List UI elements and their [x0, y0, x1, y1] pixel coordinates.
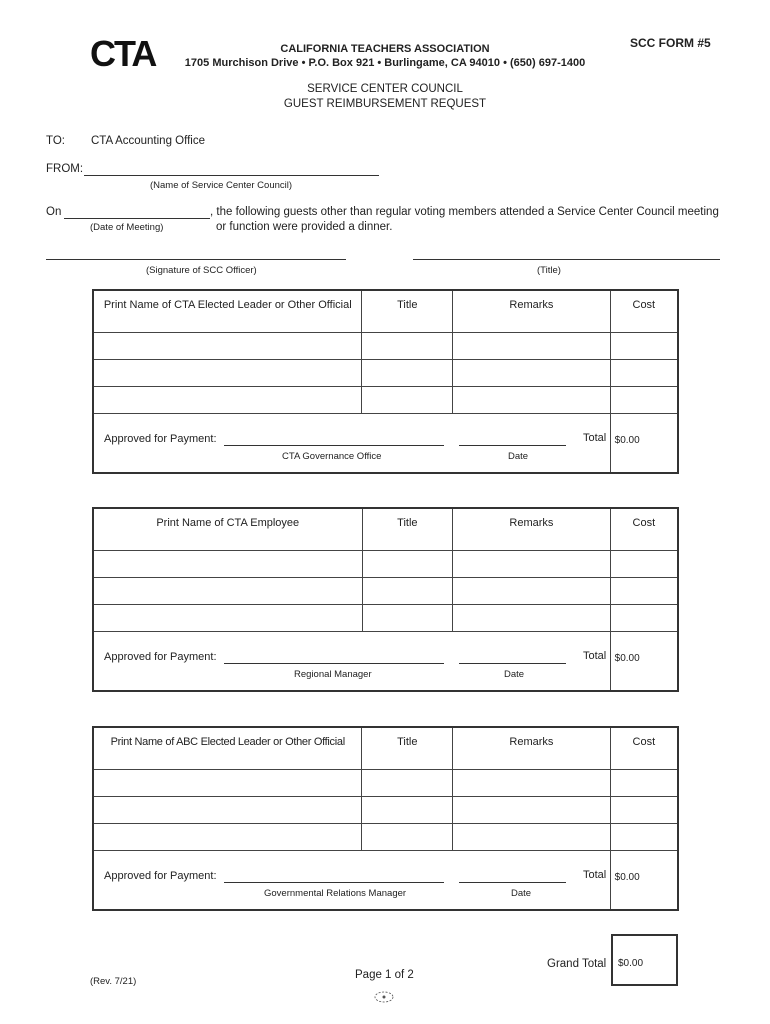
from-caption: (Name of Service Center Council) — [150, 180, 293, 191]
remarks-cell[interactable] — [453, 332, 610, 359]
from-field[interactable] — [84, 175, 379, 176]
org-name: CALIFORNIA TEACHERS ASSOCIATION — [280, 43, 490, 55]
name-cell[interactable] — [93, 332, 362, 359]
total-label: Total — [583, 868, 607, 881]
name-cell[interactable] — [93, 604, 362, 631]
col-remarks-header: Remarks — [453, 508, 610, 550]
org-header — [170, 42, 600, 70]
title-cell[interactable] — [362, 796, 453, 823]
total-label: Total — [583, 431, 607, 444]
cost-cell[interactable] — [610, 386, 678, 413]
approver-signature-field[interactable] — [224, 882, 444, 883]
name-cell[interactable] — [93, 359, 362, 386]
from-label: FROM: — [46, 163, 84, 175]
date-caption: (Date of Meeting) — [90, 222, 164, 233]
table-row — [93, 604, 678, 631]
col-title-header: Title — [362, 508, 453, 550]
table-row — [93, 332, 678, 359]
approval-date-field[interactable] — [459, 663, 566, 664]
table-row — [93, 823, 678, 850]
approval-cell — [93, 413, 610, 473]
table-row — [93, 386, 678, 413]
grand-total-value: $0.00 — [618, 958, 644, 969]
grand-total-label: Grand Total — [547, 958, 607, 970]
cost-cell[interactable] — [610, 332, 678, 359]
title-cell[interactable] — [362, 823, 453, 850]
col-name-header: Print Name of CTA Employee — [93, 508, 362, 550]
org-address: 1705 Murchison Drive • P.O. Box 921 • Burlingame, CA 94010 • (650) 697-1400 — [184, 57, 586, 69]
remarks-cell[interactable] — [453, 769, 611, 796]
approver-caption: Governmental Relations Manager — [264, 887, 407, 899]
cta-logo — [90, 36, 170, 69]
date-caption: Date — [511, 887, 532, 899]
col-remarks-header: Remarks — [453, 290, 610, 332]
total-label: Total — [583, 649, 607, 662]
form-title-line1: SERVICE CENTER COUNCIL — [307, 83, 463, 95]
total-value: $0.00 — [610, 631, 678, 691]
on-text-1: , the following guests other than regular voting members attended a Service Center Council meeting — [210, 206, 719, 218]
cost-cell[interactable] — [610, 796, 678, 823]
title-cell[interactable] — [362, 769, 453, 796]
grand-total-box — [611, 934, 678, 986]
approve-label: Approved for Payment: — [104, 869, 217, 882]
to-label: TO: — [46, 135, 65, 147]
signature-field[interactable] — [46, 259, 346, 260]
cost-cell[interactable] — [610, 769, 678, 796]
approval-cell — [93, 850, 610, 910]
table-row — [93, 359, 678, 386]
name-cell[interactable] — [93, 823, 362, 850]
col-title-header: Title — [362, 290, 453, 332]
name-cell[interactable] — [93, 796, 362, 823]
remarks-cell[interactable] — [453, 359, 610, 386]
col-cost-header: Cost — [610, 290, 678, 332]
approval-date-field[interactable] — [459, 882, 566, 883]
approver-caption: Regional Manager — [294, 668, 372, 680]
date-caption: Date — [508, 450, 529, 462]
name-cell[interactable] — [93, 386, 362, 413]
remarks-cell[interactable] — [453, 550, 610, 577]
remarks-cell[interactable] — [453, 796, 611, 823]
title-cell[interactable] — [362, 577, 453, 604]
revision-note: (Rev. 7/21) — [90, 976, 137, 987]
on-label: On — [46, 206, 62, 218]
officer-title-caption: (Title) — [537, 265, 561, 276]
remarks-cell[interactable] — [453, 386, 610, 413]
guest-table-1 — [92, 289, 679, 474]
total-value: $0.00 — [610, 413, 678, 473]
title-cell[interactable] — [362, 359, 453, 386]
page-number: Page 1 of 2 — [355, 969, 414, 981]
name-cell[interactable] — [93, 769, 362, 796]
approval-cell — [93, 631, 610, 691]
total-value: $0.00 — [610, 850, 678, 910]
union-bug-icon — [372, 990, 396, 1004]
form-title — [0, 82, 770, 112]
col-name-header: Print Name of CTA Elected Leader or Other Official — [93, 290, 362, 332]
cost-cell[interactable] — [610, 604, 678, 631]
signature-caption: (Signature of SCC Officer) — [146, 265, 257, 276]
remarks-cell[interactable] — [453, 823, 611, 850]
remarks-cell[interactable] — [453, 604, 610, 631]
table-row — [93, 796, 678, 823]
col-name-header: Print Name of ABC Elected Leader or Other Official — [93, 727, 362, 769]
approval-date-field[interactable] — [459, 445, 566, 446]
meeting-date-field[interactable] — [64, 218, 210, 219]
col-remarks-header: Remarks — [453, 727, 611, 769]
cost-cell[interactable] — [610, 550, 678, 577]
approver-signature-field[interactable] — [224, 445, 444, 446]
approver-caption: CTA Governance Office — [282, 450, 382, 462]
cost-cell[interactable] — [610, 359, 678, 386]
cost-cell[interactable] — [610, 823, 678, 850]
guest-table-3 — [92, 726, 679, 911]
title-cell[interactable] — [362, 332, 453, 359]
to-value: CTA Accounting Office — [91, 135, 205, 147]
title-cell[interactable] — [362, 604, 453, 631]
col-title-header: Title — [362, 727, 453, 769]
name-cell[interactable] — [93, 577, 362, 604]
approver-signature-field[interactable] — [224, 663, 444, 664]
cost-cell[interactable] — [610, 577, 678, 604]
col-cost-header: Cost — [610, 727, 678, 769]
name-cell[interactable] — [93, 550, 362, 577]
form-number: SCC FORM #5 — [630, 36, 711, 50]
approve-label: Approved for Payment: — [104, 432, 217, 445]
remarks-cell[interactable] — [453, 577, 610, 604]
title-cell[interactable] — [362, 386, 453, 413]
title-cell[interactable] — [362, 550, 453, 577]
form-title-line2: GUEST REIMBURSEMENT REQUEST — [283, 98, 487, 110]
officer-title-field[interactable] — [413, 259, 720, 260]
approve-label: Approved for Payment: — [104, 650, 217, 663]
date-caption: Date — [504, 668, 525, 680]
guest-table-2 — [92, 507, 679, 692]
table-row — [93, 769, 678, 796]
col-cost-header: Cost — [610, 508, 678, 550]
table-row — [93, 577, 678, 604]
svg-text:CTA: CTA — [90, 36, 156, 69]
table-row — [93, 550, 678, 577]
on-text-2: or function were provided a dinner. — [216, 221, 393, 233]
